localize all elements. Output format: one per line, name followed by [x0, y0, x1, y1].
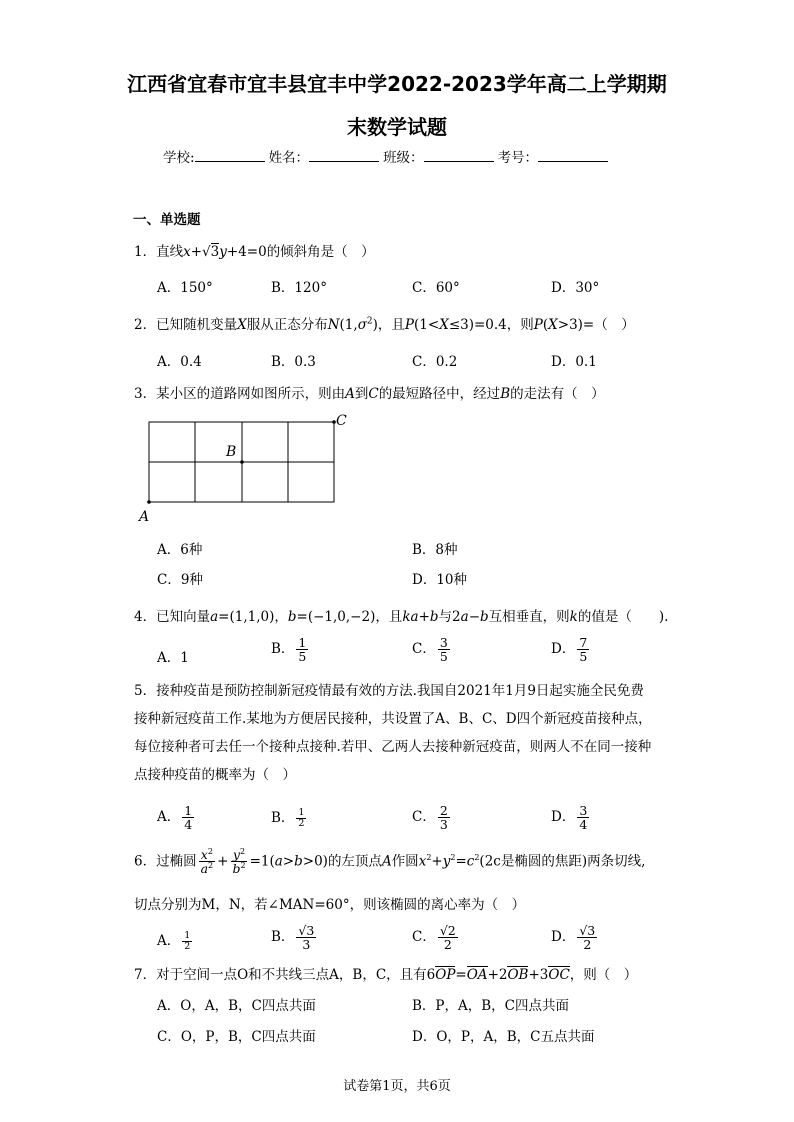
q4-option-c[interactable]: C． $\frac{3}{5}$: [412, 635, 448, 665]
page-title-line1: 江西省宜春市宜丰县宜丰中学2022-2023学年高二上学期期: [127, 72, 667, 96]
question-6-line2: 切点分别为M，N，若∠MAN=60°，则该椭圆的离心率为（ ）: [134, 897, 526, 913]
road-network-figure: [130, 408, 360, 526]
q7-option-a[interactable]: A．O，A，B，C四点共面: [157, 998, 316, 1014]
q1-option-c[interactable]: C．60°: [412, 280, 460, 296]
q3-option-b[interactable]: B．8种: [412, 542, 458, 558]
class-blank[interactable]: [424, 147, 494, 162]
q5-option-a[interactable]: A． $\frac{1}{4}$: [157, 803, 193, 833]
class-label: 班级：: [383, 150, 424, 166]
q1-option-d[interactable]: D．30°: [551, 280, 600, 296]
q3-option-d[interactable]: D．10种: [412, 572, 468, 588]
q4-option-d[interactable]: D． $\frac{7}{5}$: [551, 635, 588, 665]
q2-option-d[interactable]: D．0.1: [551, 354, 597, 370]
label-c: C: [336, 413, 347, 429]
q3-option-a[interactable]: A．6种: [157, 542, 203, 558]
q3-option-c[interactable]: C．9种: [157, 572, 203, 588]
label-b: B: [226, 444, 237, 460]
school-blank[interactable]: [195, 147, 265, 162]
q7-option-d[interactable]: D．O，P，A，B，C五点共面: [412, 1029, 595, 1045]
student-info-line: [163, 146, 612, 166]
page-footer: 试卷第1页，共6页: [343, 1079, 451, 1094]
q4-option-b[interactable]: B． $\frac{1}{5}$: [271, 635, 307, 665]
q7-option-b[interactable]: B．P，A，B，C四点共面: [412, 998, 570, 1014]
question-3: 3．某小区的道路网如图所示，则由A到C的最短路径中，经过B的走法有（ ）: [134, 386, 605, 402]
point-b: [240, 460, 244, 464]
q5-option-d[interactable]: D． $\frac{3}{4}$: [551, 803, 588, 833]
page-title-line2: 末数学试题: [347, 115, 447, 139]
q7-option-c[interactable]: C．O，P，B，C四点共面: [157, 1029, 316, 1045]
q5-option-c[interactable]: C． $\frac{2}{3}$: [412, 803, 448, 833]
q6-option-d[interactable]: D． $\frac{√3}{2}$: [551, 923, 596, 953]
question-4: 4．已知向量a=(1,1,0)，b=(−1,0,−2)，且ka+b与2a−b互相垂直，则k的值是（ ).: [134, 609, 669, 625]
question-6: 6．过椭圆 $\frac{x^2}{a^2}$ + $\frac{y^2}{b^2}$ =1(a>b>0)的左顶点A作圆$x^2+y^2=c^2(2c$是椭圆的焦距)两条切线,: [134, 847, 646, 877]
question-5: 5．接种疫苗是预防控制新冠疫情最有效的方法.我国自2021年1月9日起实施全民免费 接种新冠疫苗工作.某地为方便居民接种，共设置了A、B、C、D四个新冠疫苗接种点， 每位接种者可去任一个接种点接种.若甲、乙两人去接种新冠疫苗，则两人不在同一接种 点接种疫苗的概率为（ ）: [134, 683, 652, 783]
q6-option-a[interactable]: A． $\frac{1}{2}$: [157, 930, 191, 952]
q1-option-a[interactable]: A．150°: [157, 280, 213, 296]
q1-option-b[interactable]: B．120°: [271, 280, 327, 296]
question-2: 2．已知随机变量X服从正态分布$N(1,\sigma^2)$，且P(1<X≤3)=0.4，则P(X>3)=（ ）: [134, 316, 635, 333]
label-a: A: [139, 509, 150, 525]
q2-option-c[interactable]: C．0.2: [412, 354, 458, 370]
point-a: [147, 500, 151, 504]
id-blank[interactable]: [538, 147, 608, 162]
question-7: 7．对于空间一点O和不共线三点A，B，C，且有6OP=OA+2OB+3OC，则（ ）: [134, 967, 638, 983]
q5-option-b[interactable]: B． $\frac{1}{2}$: [271, 807, 305, 829]
q6-option-c[interactable]: C． $\frac{√2}{2}$: [412, 923, 456, 953]
school-label: 学校:: [163, 150, 195, 166]
q2-option-b[interactable]: B．0.3: [271, 354, 316, 370]
question-1: 1．直线x+√3y+4=0的倾斜角是（ ）: [134, 244, 375, 260]
q6-option-b[interactable]: B． $\frac{√3}{3}$: [271, 923, 315, 953]
name-blank[interactable]: [309, 147, 379, 162]
q2-option-a[interactable]: A．0.4: [157, 354, 202, 370]
name-label: 姓名：: [268, 150, 310, 166]
q4-option-a[interactable]: A．1: [157, 650, 189, 666]
id-label: 考号：: [497, 150, 539, 166]
section-title: 一、单选题: [133, 212, 201, 228]
